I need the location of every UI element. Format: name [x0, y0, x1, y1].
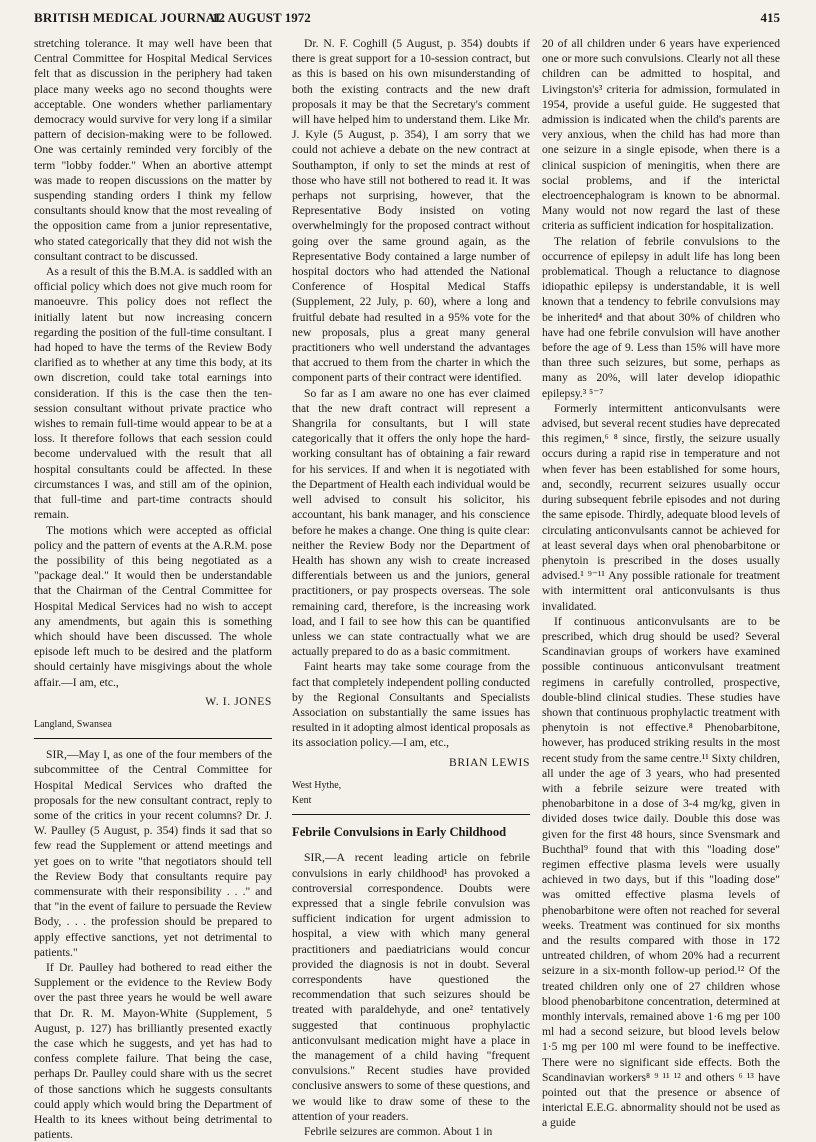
paragraph: Febrile seizures are common. About 1 in: [304, 1125, 493, 1139]
paragraph: stretching tolerance. It may well have been that Central Committee for Hospital Medical Services felt that as discussion in the periphery had taken place many weeks ago no second thoughts were acceptable. One wonders whether parliamentary democracy would survive for very long if a similar pattern of decision-making were to be followed. One was certainly reminded very forcibly of the term "lobby fodder." When an abortive attempt was made to reopen discussions on the matter by suspending standing orders I think my fellow consultants should know that the most revealing of the opposition came from a junior representative, who stated categorically that they did not wish the consultant contract to be discussed.: [34, 37, 272, 263]
issue-date: 12 AUGUST 1972: [212, 10, 311, 25]
letter-paragraph: SIR,—A recent leading article on febrile convulsions in early childhood¹ has provoked a controversial correspondence. Doubts were expressed that a single febrile convulsion was sufficient indication for urgent admission to hospital, a view with which many general practitioners and paediatricians would concur provided the diagnosis is not in doubt. Several correspondents have questioned the recommendation that such seizures should be treated with paraldehyde, and one² tentatively suggested that continuous prophylactic anticonvulsant medication might have a place in the management of a child having "frequent convulsions." Recent studies have provided conclusive answers to some of these questions, and we would like to draw some of these to the attention of your readers.: [292, 851, 530, 1123]
signature-place: West Hythe, Kent: [292, 779, 342, 806]
paragraph: 20 of all children under 6 years have experienced one or more such convulsions. Clearly not all these children can be admitted to hospital, and Livingston's³ criteria for admission, formulated in 1954, provide a useful guide. He suggested that admission is indicated when the child's parents are very anxious, when the child has had more than one seizure in a single episode, when there is a clinical suspicion of meningitis, when there are social problems, and if the interictal electroencephalogram is known to be abnormal. Many would not now regard the last of these criteria as sufficient indication for hospitalization.: [542, 37, 780, 233]
section-title: Febrile Convulsions in Early Childhood: [292, 825, 507, 840]
paragraph: Formerly intermittent anticonvulsants were advised, but several recent studies have deprecated this regimen,⁶ ⁸ since, firstly, the seizure usually occurs during a rapid rise in temperature and not when fever has been established for some hours, and, secondly, recurrent seizures usually occur during subsequent febrile episodes and not during the same episode. Thirdly, adequate blood levels of circulating anticonvulsants cannot be achieved for at least several days when oral phenobarbitone or phenytoin is prescribed in the doses usually advised.¹ ⁹⁻¹¹ Any possible rationale for treatment with intermittent oral anticonvulsants is thus invalidated.: [542, 401, 780, 613]
column-3: [542, 36, 780, 1131]
page-number: 415: [760, 10, 780, 25]
section-divider: [292, 814, 530, 815]
paragraph: If Dr. Paulley had bothered to read either the Supplement or the evidence to the Review Body over the past three years he would be well aware that Dr. R. M. Mayon-White (Supplement, 5 August, p. 127) has brilliantly presented exactly the case which he suggests, and yet has had to confess complete failure. That being the case, perhaps Dr. Paulley could share with us the secret of those sanctions which he suggests consultants could apply which would bring the Department of Health to its knees without being detrimental to patients.: [34, 960, 272, 1142]
paragraph: Faint hearts may take some courage from the fact that completely independent polling conducted by the Regional Consultants and Specialists Association on substantially the same issues has resulted in it adopting almost identical proposals as its association policy.—I am, etc.,: [292, 660, 530, 750]
signature: W. I. JONES: [205, 694, 272, 708]
paragraph: Dr. N. F. Coghill (5 August, p. 354) doubts if there is great support for a 10-session contract, but as this is based on his own misunderstanding of both the existing contracts and the new draft proposals it may be that the Secretary's comment will have helped him to understand them. Like Mr. J. Kyle (5 August, p. 354), I am sorry that we could not achieve a debate on the new contract at Southampton, if only to set the minds at rest of those who have still not bothered to read it. It was perhaps not surprising, however, that the Representative Body insisted on voting overwhelmingly for the proposed contract without going over the same ground again, as the Representative Body contained a large number of hospital doctors who had attended the National Conference of Hospital Medical Staffs (Supplement, 22 July, p. 60), where a long and fruitful debate had resulted in a 95% vote for the new proposals, plus a great many general practitioners who well understand the advantages that accrued to them from the charter in which the component parts of their contract were identified.: [292, 37, 530, 385]
letter-divider: [34, 738, 272, 739]
paragraph: The relation of febrile convulsions to the occurrence of epilepsy in adult life has long been problematical. Though a reluctance to diagnose idiopathic epilepsy is understandable, it is well known that a tendency to febrile convulsions may be inherited⁴ and that about 30% of children who have had one febrile convulsion will have another before the age of 9. Less than 15% will have more than three such seizures, but some, perhaps as many as 20%, will later develop idiopathic epilepsy.³ ⁵⁻⁷: [542, 234, 780, 400]
salutation: SIR,: [46, 748, 67, 762]
salutation: SIR,: [304, 851, 325, 865]
paragraph: If continuous anticonvulsants are to be prescribed, which drug should be used? Several Scandinavian groups of workers have examined possible continuous anticonvulsant treatment regimens in carefully controlled, prospective, double-blind clinical studies. These studies have shown that continuous prophylactic treatment with phenytoin is not effective.⁸ Phenobarbitone, however, has produced striking results in the most recent study from the same centre.¹¹ Sixty children, all under the age of 3 years, who had presented with a febrile seizure were treated with phenobarbitone in a dose of 3-4 mg/kg, given in divided doses twice daily. Double this dose was given for the first 48 hours, since Svensmark and Buchthal⁹ found that with this "loading dose" regimen effective plasma levels were usually achieved in two days, but if this "loading dose" was omitted effective plasma levels of phenobarbitone were often not reached for several weeks. Treatment was continued for six months and the results compared with those in 172 untreated children, of whom 20% had a recurrent seizure in a six-month follow-up period.¹² Of the treated children only one of 27 children whose blood phenobarbitone concentration, determined at monthly intervals, remained above 1·6 mg per 100 ml had a second seizure, but blood levels below 1·5 mg per 100 ml were found to be ineffective. There were no significant side effects. Both the Scandinavian workers⁸ ⁹ ¹¹ ¹² and others ⁶ ¹³ have pointed out that the presence or absence of interictal E.E.G. abnormality should not be used as a guide: [542, 614, 780, 1130]
signature-place: Langland, Swansea: [34, 718, 112, 730]
column-2: [292, 36, 530, 1139]
paragraph: As a result of this the B.M.A. is saddled with an official policy which does not give much room for manoeuvre. This policy does not reflect the initially latent but now increasing concern regarding the position of the full-time consultant. I had hoped to have the terms of the Review Body clarified as to whether at any time this body, at its own discretion, could take total earnings into consideration. If this is the case then the ten-session consultant without private practice who wishes to remain full-time would appear to be at a loss. It therefore follows that each session could become undervalued with the result that all hospital consultants could be affected. In these circumstances I was, and still am of the opinion, that full-time and part-time contracts should remain.: [34, 265, 272, 522]
journal-title: BRITISH MEDICAL JOURNAL: [34, 10, 225, 25]
paragraph: The motions which were accepted as official policy and the pattern of events at the A.R.M. pose the possibility of this being negotiated as a "package deal." It would then be understandable that the Chairman of the Central Committee for Hospital Medical Services had no wish to accept any amendments, but again this is something which should have been discussed. The whole episode left much to be desired and the platform should certainly have misgivings about the whole affair.—I am, etc.,: [34, 523, 272, 689]
paragraph: So far as I am aware no one has ever claimed that the new draft contract will represent a Shangrila for consultants, but I will state categorically that it offers the only hope the hard-working consultant has of obtaining a fair reward for his services. If and when it is negotiated with the Department of Health each individual would be well advised to consult his solicitor, his accountant, his bank manager, and his conscience before he makes a change. One thing is quite clear: neither the Review Body nor the Department of Health has shown any wish to create increased differentials between us and the juniors, general practitioners, or pay prospects overseas. The sole remaining card, therefore, is the increasing work load, and I fail to see how this can be quantified unless we can state contractually what we are actually prepared to do as a basic commitment.: [292, 386, 530, 659]
page-header: [34, 6, 780, 32]
letter-paragraph: SIR,—May I, as one of the four members of the subcommittee of the Central Committee for Hospital Medical Services who drafted the proposals for the new consultant contract, reply to some of the critics in your recent columns? Dr. J. W. Paulley (5 August, p. 354) finds it sad that so few read the Supplement or attend meetings and yet goes on to write "that negotiators should tell the Review Body that consultants require pay commensurate with their responsibility . . ." and that "in the event of failure to persuade the Review Body, . . . the profession should be prepared to apply effective sanctions, yet not detrimental to patients.": [34, 748, 272, 959]
signature: BRIAN LEWIS: [449, 755, 530, 769]
column-1: [34, 36, 272, 1142]
